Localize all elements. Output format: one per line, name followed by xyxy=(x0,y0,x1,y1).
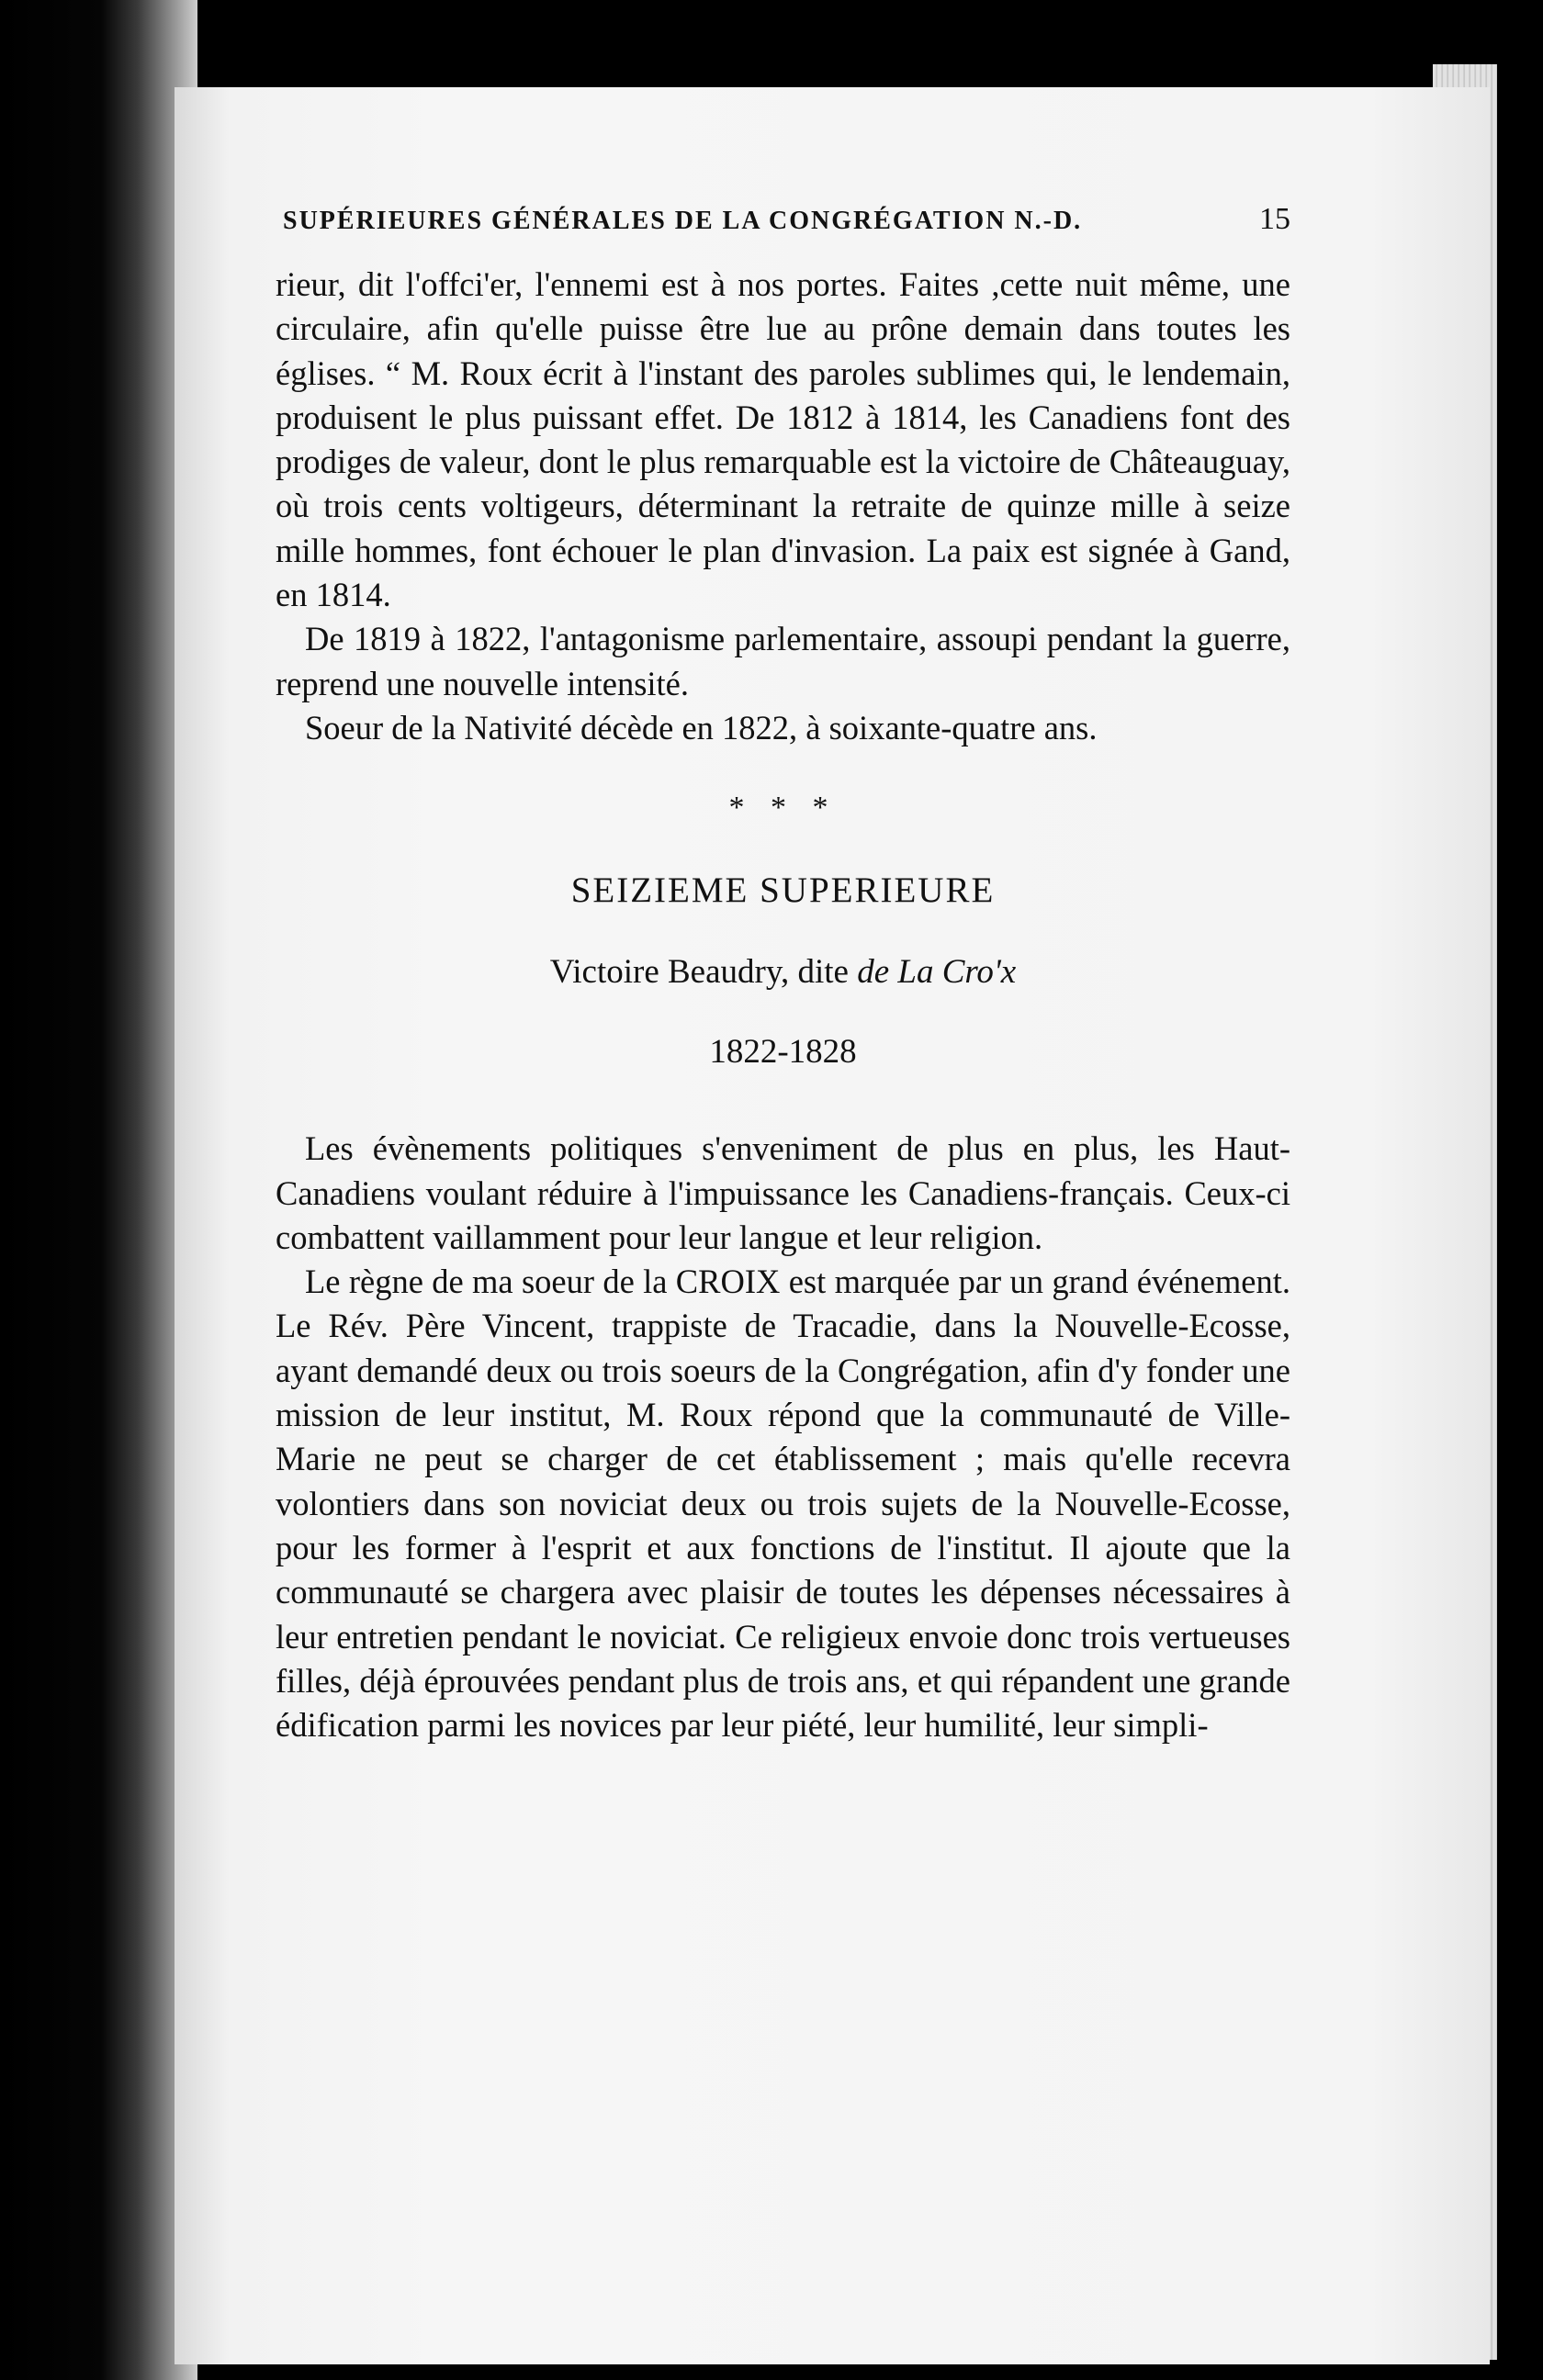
section-years: 1822-1828 xyxy=(709,1033,857,1072)
paragraph: Les évènements politiques s'enveniment de plus en plus, les Haut-Canadiens voulant réduire à l'impuissance les Canadiens-français. Ceux-ci combattent vaillamment pour leur langue et leur religion. xyxy=(276,1129,1290,1256)
body-text xyxy=(276,1127,1290,1747)
page-number: 15 xyxy=(1259,202,1290,236)
subject-name: Victoire Beaudry, dite xyxy=(549,953,849,992)
section-title: SEIZIEME SUPERIEURE xyxy=(570,870,996,911)
page-content xyxy=(276,202,1290,1747)
paragraph-continued: rieur, dit l'offci‍'er, l'ennemi est à nos portes. Faites ,cette nuit même, une circulaire, afin qu'elle puisse être lue au prône demain dans toutes les églises. “ M. Roux écrit à l'instant des paroles sublimes qui, le lendemain, produisent le plus puissant effet. De 1812 à 1814, les Canadiens font des prodiges de valeur, dont le plus remarquable est la victoire de Châteauguay, où trois cents voltigeurs, déterminant la retraite de quinze mille à seize mille hommes, font échouer le plan d'invasion. La paix est signée à Gand, en 1814. xyxy=(276,265,1290,614)
paragraph: De 1819 à 1822, l'antagonisme parlementaire, assoupi pendant la guerre, reprend une nouvelle intensité. xyxy=(276,620,1290,702)
subject-religious-name: de La Cro'x xyxy=(857,953,1017,992)
section-separator: * * * xyxy=(728,791,838,825)
paragraph: Soeur de la Nativité décède en 1822, à soixante-quatre ans. xyxy=(305,708,1098,747)
body-text xyxy=(276,263,1290,750)
running-title: SUPÉRIEURES GÉNÉRALES DE LA CONGRÉGATION N.-D. xyxy=(283,207,1083,235)
running-header xyxy=(283,202,1290,237)
section-subject xyxy=(276,952,1290,992)
paragraph: Le règne de ma soeur de la CROIX est marquée par un grand événement. Le Rév. Père Vincent, trappiste de Tracadie, dans la Nouvelle-Ecosse, ayant demandé deux ou trois soeurs de la Congrégation, afin d'y fonder une mission de leur institut, M. Roux répond que la communauté de Ville-Marie ne peut se charger de cet établissement ; mais qu'elle recevra volontiers dans son noviciat deux ou trois sujets de la Nouvelle-Ecosse, pour les former à l'esprit et aux fonctions de l'institut. Il ajoute que la communauté se chargera avec plaisir de toutes les dépenses nécessaires à leur entretien pendant le noviciat. Ce religieux envoie donc trois vertueuses filles, déjà éprouvées pendant plus de trois ans, et qui répandent une grande édification parmi les novices par leur piété, leur humilité, leur simpli- xyxy=(276,1263,1290,1745)
book-spine-shadow xyxy=(0,0,197,2380)
